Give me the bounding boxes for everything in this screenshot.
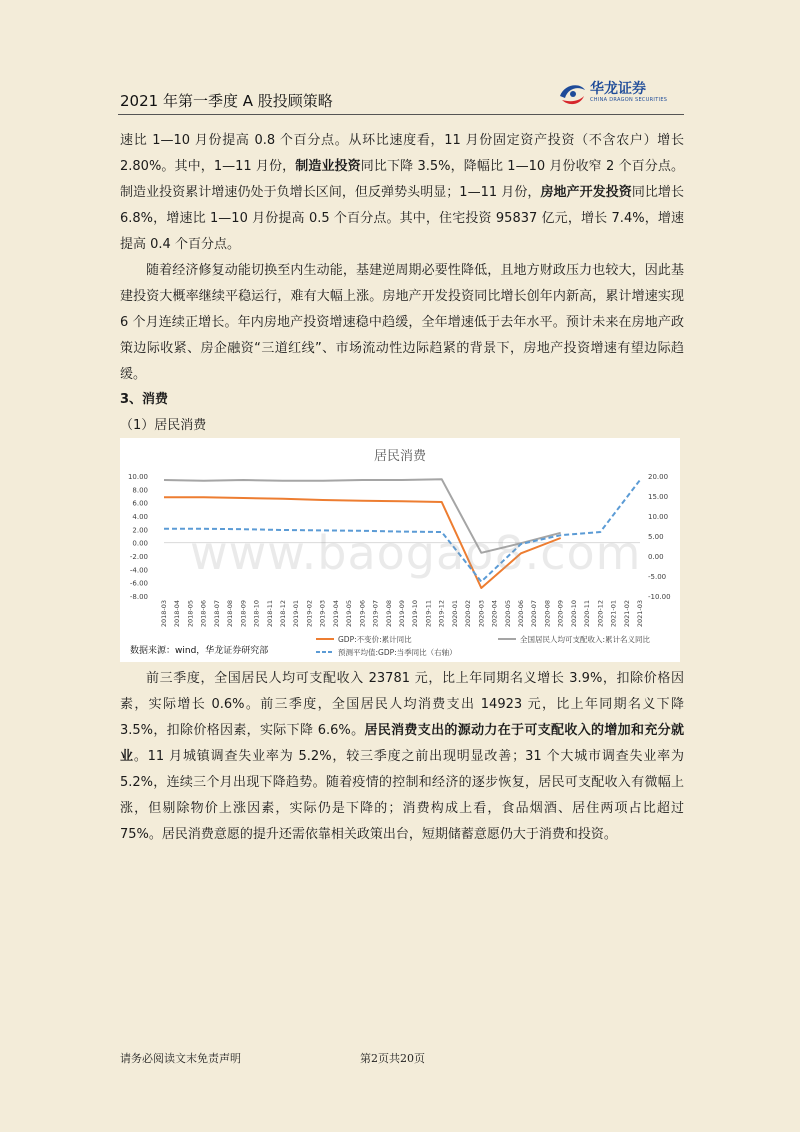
x-tick-label: 2020-09: [556, 600, 565, 628]
bold-text: 房地产开发投资: [540, 185, 632, 200]
x-tick-label: 2020-03: [477, 600, 486, 628]
x-tick-label: 2019-12: [437, 600, 446, 628]
paragraph-text: 同比增长 6.8%，增速比 1—10 月份提高 0.5 个百分点。其中，住宅投资 95837 亿元，增长 7.4%，增速提高 0.4 个百分点。: [120, 185, 684, 252]
paragraph-consumption: [120, 666, 684, 848]
x-tick-label: 2018-03: [160, 600, 168, 628]
right-tick-label: -5.00: [648, 573, 667, 581]
right-tick-label: 15.00: [648, 493, 669, 501]
left-tick-label: 10.00: [127, 473, 148, 481]
left-tick-label: -4.00: [129, 566, 148, 575]
bold-text: 居民消费支出的源动力在于可支配收入的增加和充分就业: [120, 723, 684, 764]
left-tick-label: 8.00: [132, 486, 148, 495]
x-tick-label: 2019-06: [358, 600, 367, 628]
paragraph-text: 同比下降 3.5%，降幅比 1—10 月份收窄 2 个百分点。制造业投资累计增速仍处于负增长区间，但反弹势头明显；1—11 月份，: [120, 159, 684, 200]
x-tick-label: 2021-03: [636, 600, 644, 628]
x-tick-label: 2019-02: [305, 600, 314, 628]
left-tick-label: -8.00: [129, 593, 148, 601]
x-tick-label: 2018-08: [226, 600, 235, 628]
x-tick-label: 2019-01: [292, 600, 301, 628]
header-rule: [118, 114, 684, 115]
x-tick-label: 2020-12: [596, 600, 605, 628]
x-tick-label: 2018-07: [212, 600, 221, 628]
left-tick-label: 2.00: [132, 526, 148, 535]
paragraph-text: 前三季度，全国居民人均可支配收入 23781 元，比上年同期名义增长 3.9%，扣除价格因素，实际增长 0.6%。前三季度，全国居民人均消费支出 14923 元，比上年同期名义下降 3.5%，扣除价格因素，实际下降 6.6%。: [120, 671, 684, 738]
x-tick-label: 2020-05: [503, 600, 512, 628]
x-tick-label: 2019-07: [371, 600, 380, 628]
logo-text: 华龙证券: [590, 81, 646, 97]
right-tick-label: 20.00: [648, 473, 669, 481]
paragraph-outlook: 随着经济修复动能切换至内生动能，基建逆周期必要性降低，且地方财政压力也较大，因此基建投资大概率继续平稳运行，难有大幅上涨。房地产开发投资同比增长创年内新高，累计增速实现 6 个月连续正增长。年内房地产投资增速稳中趋缓，全年增速低于去年水平。预计未来在房地产政策边际收紧、房企融资“三道红线”、市场流动性边际趋紧的背景下，房地产投资增速有望边际趋缓。: [120, 263, 684, 382]
left-tick-label: 4.00: [132, 513, 148, 521]
x-tick-label: 2020-01: [450, 600, 459, 628]
logo-subtext: CHINA DRAGON SECURITIES: [590, 97, 668, 103]
legend-label: 全国居民人均可支配收入:累计名义同比: [520, 635, 651, 644]
section-heading: 3、消费: [120, 392, 169, 407]
x-tick-label: 2020-02: [464, 600, 473, 628]
page-number: 第2页共20页: [360, 1052, 425, 1065]
legend-label: GDP:不变价:累计同比: [338, 635, 412, 644]
footer-disclaimer: 请务必阅读文末免责声明: [120, 1052, 241, 1065]
chart-source: 数据来源：wind，华龙证券研究部: [130, 646, 269, 656]
x-tick-label: 2019-03: [318, 600, 327, 628]
dragon-logo-icon: [556, 78, 588, 110]
x-tick-label: 2019-05: [345, 600, 354, 628]
paragraph-text: 速比 1—10 月份提高 0.8 个百分点。从环比速度看，11 月份固定资产投资（不含农户）增长 2.80%。其中，1—11 月份，: [120, 133, 684, 174]
paragraph-text: 。11 月城镇调查失业率为 5.2%，较三季度之前出现明显改善；31 个大城市调查失业率为 5.2%，连续三个月出现下降趋势。随着疫情的控制和经济的逐步恢复，居民可支配收入有微幅上涨，但剔除物价上涨因素，实际仍是下降的；消费构成上看，食品烟酒、居住两项占比超过 75%。居民消费意愿的提升还需依靠相关政策出台，短期储蓄意愿仍大于消费和投资。: [120, 749, 684, 842]
x-tick-label: 2020-07: [530, 600, 539, 628]
x-tick-label: 2021-02: [622, 600, 631, 628]
x-tick-label: 2018-10: [252, 600, 261, 628]
x-tick-label: 2019-04: [331, 600, 340, 628]
right-tick-label: -10.00: [648, 593, 671, 601]
report-title: 2021 年第一季度 A 股投顾策略: [120, 92, 333, 110]
chart-title: 居民消费: [373, 449, 427, 464]
x-tick-label: 2018-12: [279, 600, 287, 628]
x-tick-label: 2018-09: [239, 600, 248, 628]
x-tick-label: 2018-04: [173, 600, 182, 628]
right-tick-label: 0.00: [648, 553, 664, 561]
x-tick-label: 2020-10: [569, 600, 578, 628]
x-tick-label: 2019-10: [411, 600, 420, 628]
x-tick-label: 2021-01: [609, 600, 618, 628]
x-tick-label: 2018-05: [186, 600, 195, 628]
x-tick-label: 2020-04: [490, 600, 499, 628]
left-tick-label: 6.00: [132, 499, 148, 508]
subsection-heading: （1）居民消费: [120, 418, 207, 433]
right-tick-label: 10.00: [648, 513, 669, 521]
left-tick-label: 0.00: [132, 539, 148, 548]
x-tick-label: 2020-08: [543, 600, 552, 628]
left-tick-label: -2.00: [129, 553, 148, 561]
bold-text: 制造业投资: [295, 159, 361, 174]
right-tick-label: 5.00: [648, 533, 664, 541]
x-tick-label: 2020-11: [583, 600, 592, 628]
x-tick-label: 2018-06: [199, 600, 208, 628]
consumption-chart: [120, 438, 680, 662]
x-tick-label: 2018-11: [265, 600, 274, 628]
x-tick-label: 2019-09: [398, 600, 406, 628]
paragraph-investment: [120, 128, 684, 258]
x-tick-label: 2019-08: [384, 600, 393, 628]
left-tick-label: -6.00: [129, 579, 148, 588]
company-logo: [556, 78, 686, 110]
legend-label: 预测平均值:GDP:当季同比（右轴）: [338, 648, 457, 657]
x-tick-label: 2019-11: [424, 600, 433, 628]
watermark: www.baogao8.com: [190, 526, 642, 580]
x-tick-label: 2020-06: [517, 600, 525, 628]
